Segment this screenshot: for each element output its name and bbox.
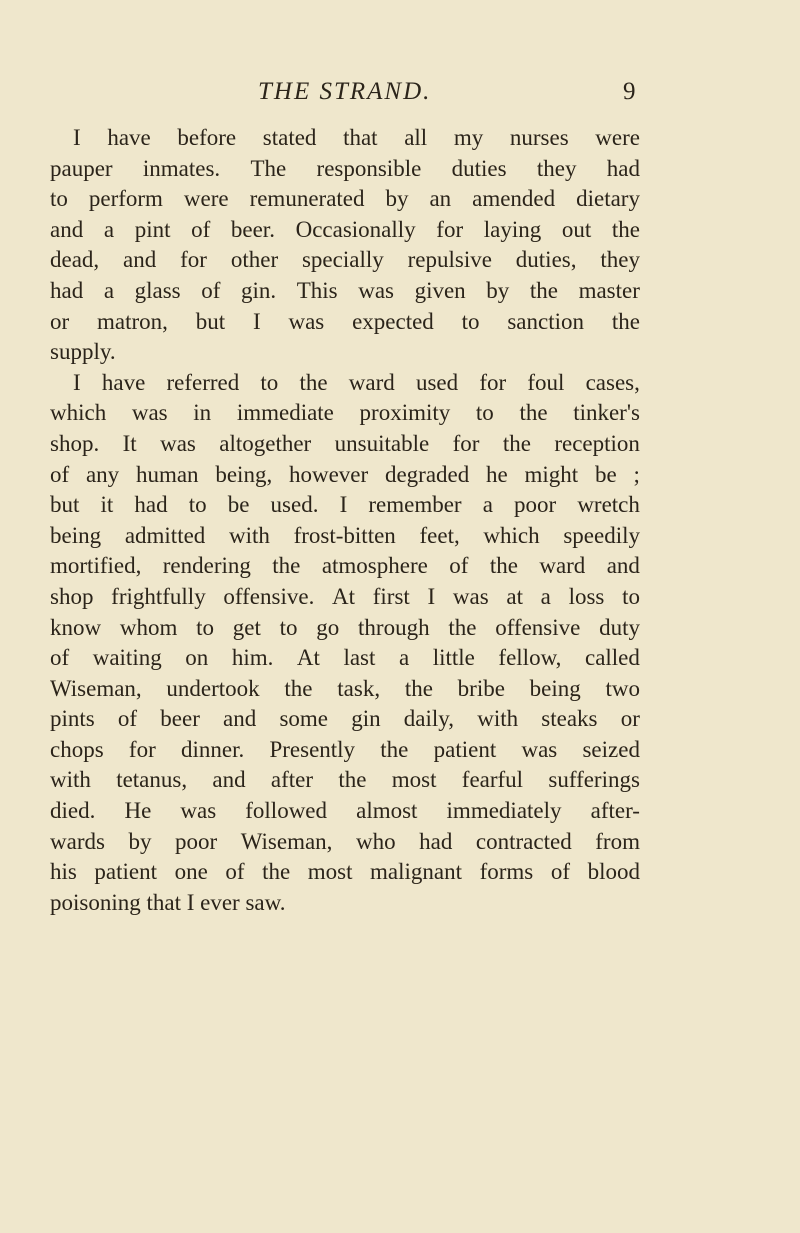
- word: almost: [356, 798, 418, 824]
- running-head: [0, 72, 800, 112]
- word: followed: [245, 798, 328, 824]
- word: the: [404, 675, 433, 701]
- word: laying: [483, 216, 542, 242]
- text-line: [50, 857, 640, 888]
- word: in: [193, 400, 212, 426]
- text-line: [50, 827, 640, 858]
- word: two: [605, 675, 640, 701]
- text-line: [50, 643, 640, 674]
- word: the: [272, 553, 301, 579]
- word: one: [174, 859, 208, 885]
- word: most: [307, 859, 353, 885]
- word: had: [134, 492, 168, 518]
- word: which: [483, 522, 540, 548]
- word: mortified,: [50, 553, 142, 579]
- word: an: [429, 186, 452, 212]
- text-line: [50, 704, 640, 735]
- word: Wiseman,: [50, 675, 142, 701]
- word: might: [524, 461, 579, 487]
- word: bribe: [457, 675, 505, 701]
- word: and: [123, 247, 157, 273]
- word: for: [436, 216, 464, 242]
- word: steaks: [541, 706, 598, 732]
- word: duties,: [515, 247, 577, 273]
- word: know: [50, 614, 102, 640]
- word: his: [50, 859, 77, 885]
- word: first: [372, 583, 410, 609]
- text-line: [50, 765, 640, 796]
- word: speedily: [563, 522, 640, 548]
- word: forms: [479, 859, 534, 885]
- word: who: [355, 828, 396, 854]
- word: nurses: [509, 125, 569, 150]
- word: which: [50, 400, 107, 426]
- word: of: [550, 859, 570, 885]
- word: had: [50, 277, 84, 303]
- text-line: [50, 460, 640, 491]
- word: have: [107, 125, 151, 150]
- word: At: [296, 645, 320, 671]
- text-line: [50, 276, 640, 307]
- word: rendering: [162, 553, 251, 579]
- word: to: [260, 369, 279, 395]
- body-text: [50, 123, 640, 918]
- word: it: [100, 492, 114, 518]
- word: at: [506, 583, 523, 609]
- text-line: [50, 398, 640, 429]
- text-line: [50, 551, 640, 582]
- word: beer: [160, 706, 200, 732]
- word: tetanus,: [116, 767, 188, 793]
- word: reception: [554, 430, 640, 456]
- text-line: [50, 245, 640, 276]
- word: given: [414, 277, 466, 303]
- page-number: 9: [623, 78, 636, 105]
- word: malignant: [370, 859, 463, 885]
- word: Occasionally: [295, 216, 416, 242]
- word: and: [50, 216, 84, 242]
- word: the: [611, 308, 640, 334]
- word: but: [50, 492, 80, 518]
- word: foul: [527, 369, 565, 395]
- word: poor: [514, 492, 557, 518]
- text-line: [50, 735, 640, 766]
- word: were: [595, 125, 640, 150]
- word: being,: [215, 461, 273, 487]
- word: most: [391, 767, 437, 793]
- running-title: THE STRAND.: [258, 78, 432, 105]
- word: by: [486, 277, 510, 303]
- word: by: [128, 828, 152, 854]
- word: however: [288, 461, 369, 487]
- word: duties: [451, 155, 507, 181]
- word: ward: [539, 553, 586, 579]
- word: responsible: [316, 155, 422, 181]
- word: offensive.: [223, 583, 315, 609]
- word: wards: [50, 828, 105, 854]
- word: was: [160, 430, 196, 456]
- text-line: [50, 154, 640, 185]
- word: The: [250, 155, 287, 181]
- word: with: [229, 522, 270, 548]
- word: that: [343, 125, 378, 150]
- word: the: [489, 553, 518, 579]
- word: a: [103, 277, 115, 303]
- word: I: [73, 369, 81, 395]
- word: a: [540, 583, 551, 609]
- word: patient: [433, 736, 497, 762]
- word: remunerated: [249, 186, 365, 212]
- text-line: poisoning that I ever saw.: [50, 889, 286, 915]
- word: the: [338, 767, 367, 793]
- word: with: [50, 767, 91, 793]
- word: get: [232, 614, 261, 640]
- word: for: [479, 369, 507, 395]
- word: frightfully: [111, 583, 206, 609]
- word: the: [284, 675, 313, 701]
- word: fearful: [461, 767, 524, 793]
- word: of: [191, 216, 211, 242]
- word: contracted: [475, 828, 572, 854]
- word: to: [50, 186, 68, 212]
- word: poor: [175, 828, 218, 854]
- word: they: [600, 247, 640, 273]
- word: had: [419, 828, 453, 854]
- word: of: [50, 461, 70, 487]
- word: before: [177, 125, 237, 150]
- word: amended: [472, 186, 556, 212]
- word: he: [486, 461, 508, 487]
- text-line: [50, 521, 640, 552]
- word: matron,: [97, 308, 168, 334]
- word: through: [358, 614, 430, 640]
- word: was: [288, 308, 325, 334]
- word: on: [185, 645, 209, 671]
- word: the: [502, 430, 531, 456]
- word: the: [519, 400, 548, 426]
- word: for: [180, 247, 207, 273]
- word: task,: [337, 675, 381, 701]
- word: expected: [352, 308, 434, 334]
- word: master: [578, 277, 640, 303]
- word: was: [180, 798, 217, 824]
- word: the: [611, 216, 640, 242]
- word: degraded: [384, 461, 470, 487]
- word: immediately: [446, 798, 562, 824]
- word: was: [131, 400, 168, 426]
- text-line: [50, 613, 640, 644]
- word: I: [339, 492, 348, 518]
- word: being: [529, 675, 581, 701]
- word: for: [452, 430, 480, 456]
- word: the: [262, 859, 291, 885]
- word: I: [73, 125, 81, 150]
- word: beer.: [230, 216, 275, 242]
- word: other: [230, 247, 279, 273]
- word: ward: [348, 369, 395, 395]
- text-line: [50, 123, 640, 154]
- text-line: [50, 368, 640, 399]
- word: of: [225, 859, 245, 885]
- word: patient: [94, 859, 157, 885]
- word: the: [529, 277, 558, 303]
- word: It: [122, 430, 137, 456]
- word: they: [536, 155, 577, 181]
- word: I: [252, 308, 261, 334]
- word: fellow,: [498, 645, 562, 671]
- text-line: [50, 307, 640, 338]
- word: to: [279, 614, 298, 640]
- word: a: [482, 492, 493, 518]
- word: pauper: [50, 155, 113, 181]
- word: for: [128, 736, 156, 762]
- word: dinner.: [180, 736, 245, 762]
- word: sanction: [507, 308, 584, 334]
- word: tinker's: [573, 400, 640, 426]
- text-line: supply.: [50, 339, 116, 365]
- word: unsuitable: [334, 430, 430, 456]
- word: of: [117, 706, 138, 732]
- word: be: [227, 492, 250, 518]
- word: little: [432, 645, 475, 671]
- word: to: [196, 614, 215, 640]
- word: some: [279, 706, 329, 732]
- word: human: [135, 461, 199, 487]
- word: had: [606, 155, 640, 181]
- word: atmosphere: [321, 553, 428, 579]
- word: to: [475, 400, 494, 426]
- word: of: [201, 277, 221, 303]
- word: duty: [599, 614, 640, 640]
- word: perform: [88, 186, 163, 212]
- word: specially: [301, 247, 384, 273]
- word: This: [296, 277, 338, 303]
- word: by: [385, 186, 409, 212]
- word: Presently: [269, 736, 356, 762]
- word: waiting: [92, 645, 162, 671]
- word: immediate: [236, 400, 334, 426]
- word: to: [461, 308, 480, 334]
- word: shop.: [50, 430, 100, 456]
- word: feet,: [419, 522, 460, 548]
- word: loss: [568, 583, 605, 609]
- word: remember: [368, 492, 462, 518]
- word: blood: [587, 859, 640, 885]
- word: the: [448, 614, 477, 640]
- word: or: [50, 308, 70, 334]
- word: gin.: [240, 277, 277, 303]
- text-line: [50, 215, 640, 246]
- word: sufferings: [548, 767, 640, 793]
- word: offensive: [495, 614, 581, 640]
- text-line: [50, 796, 640, 827]
- word: my: [453, 125, 484, 150]
- word: wretch: [577, 492, 640, 518]
- word: frost-bitten: [293, 522, 396, 548]
- word: the: [380, 736, 409, 762]
- word: after: [270, 767, 314, 793]
- word: altogether: [219, 430, 312, 456]
- word: and: [212, 767, 246, 793]
- word: used: [415, 369, 459, 395]
- text-line: [50, 429, 640, 460]
- text-line: [50, 674, 640, 705]
- word: out: [561, 216, 592, 242]
- word: At: [332, 583, 356, 609]
- word: being: [50, 522, 102, 548]
- word: dead,: [50, 247, 100, 273]
- word: cases,: [585, 369, 640, 395]
- word: have: [101, 369, 146, 395]
- word: pint: [134, 216, 171, 242]
- word: Wiseman,: [240, 828, 333, 854]
- word: admitted: [124, 522, 206, 548]
- word: and: [223, 706, 257, 732]
- word: a: [398, 645, 410, 671]
- word: glass: [134, 277, 181, 303]
- word: was: [521, 736, 558, 762]
- word: were: [183, 186, 229, 212]
- word: seized: [582, 736, 640, 762]
- word: last: [343, 645, 376, 671]
- word: chops: [50, 736, 104, 762]
- word: inmates.: [142, 155, 221, 181]
- word: ;: [633, 461, 640, 487]
- text-line: [50, 582, 640, 613]
- word: was: [452, 583, 489, 609]
- word: died.: [50, 798, 96, 824]
- word: all: [404, 125, 428, 150]
- text-line: [50, 184, 640, 215]
- word: a: [103, 216, 115, 242]
- word: proximity: [359, 400, 451, 426]
- word: of: [449, 553, 469, 579]
- word: used.: [270, 492, 319, 518]
- word: from: [595, 828, 640, 854]
- word: and: [606, 553, 640, 579]
- text-line: [50, 490, 640, 521]
- word: after-: [590, 798, 640, 824]
- word: pints: [50, 706, 95, 732]
- word: or: [620, 706, 640, 732]
- word: any: [85, 461, 120, 487]
- word: daily,: [403, 706, 455, 732]
- word: whom: [119, 614, 178, 640]
- word: shop: [50, 583, 94, 609]
- word: undertook: [166, 675, 260, 701]
- word: called: [584, 645, 640, 671]
- word: was: [358, 277, 394, 303]
- word: He: [124, 798, 152, 824]
- word: stated: [262, 125, 317, 150]
- word: dietary: [576, 186, 640, 212]
- word: gin: [351, 706, 381, 732]
- word: him.: [231, 645, 274, 671]
- word: with: [477, 706, 519, 732]
- word: the: [299, 369, 328, 395]
- word: I: [427, 583, 436, 609]
- word: of: [50, 645, 70, 671]
- word: go: [316, 614, 340, 640]
- word: be: [594, 461, 617, 487]
- word: to: [622, 583, 640, 609]
- word: referred: [166, 369, 240, 395]
- word: but: [195, 308, 226, 334]
- word: to: [188, 492, 207, 518]
- word: repulsive: [407, 247, 492, 273]
